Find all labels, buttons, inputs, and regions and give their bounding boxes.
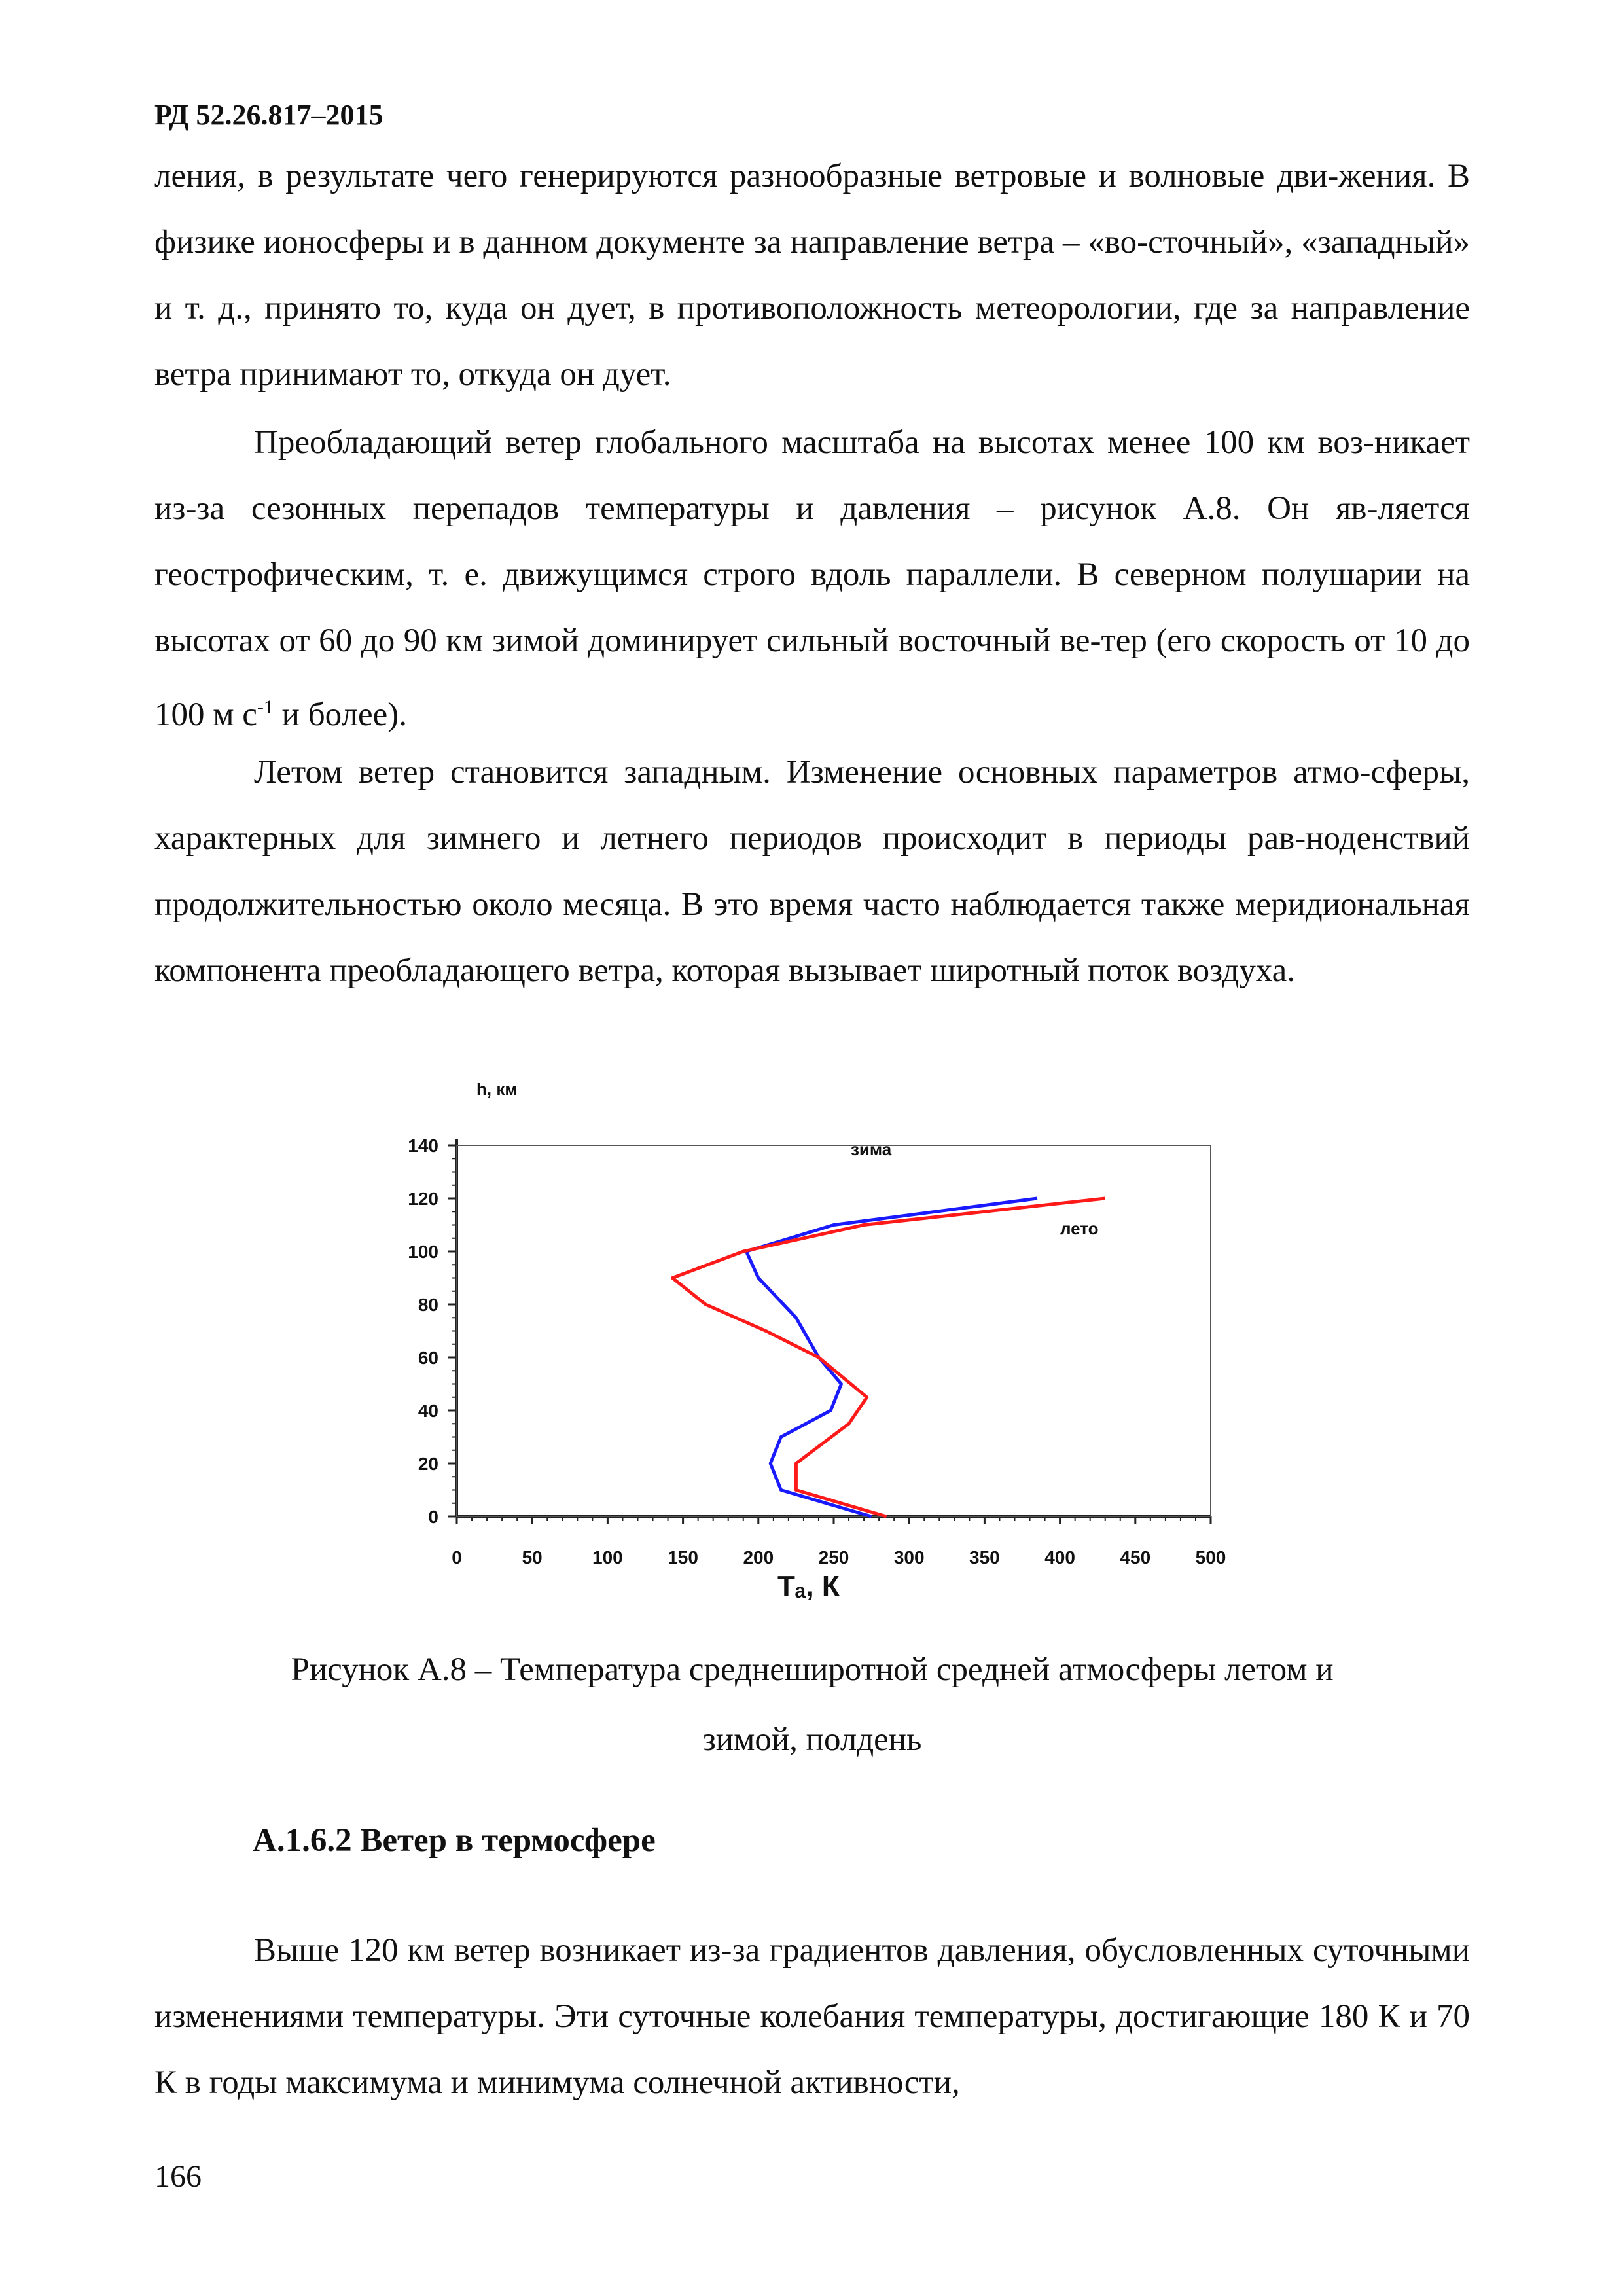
x-tick-label: 450 bbox=[1120, 1547, 1151, 1568]
figure-a8-chart bbox=[373, 1070, 1250, 1613]
x-tick-label: 400 bbox=[1044, 1547, 1075, 1568]
x-tick-label: 150 bbox=[668, 1547, 698, 1568]
temperature-profile-chart bbox=[373, 1070, 1250, 1613]
y-tick-label: 0 bbox=[428, 1507, 438, 1527]
y-tick-label: 140 bbox=[408, 1136, 438, 1156]
figure-caption-line-1: Рисунок А.8 – Температура среднеширотной средней атмосферы летом и bbox=[291, 1651, 1334, 1688]
paragraph-2-text: Преобладающий ветер глобального масштаба на высотах менее 100 км воз-никает из-за сезонных перепадов температуры и давления – рисунок А.8. Он яв-ляется геострофическим, т. е. движущимся строго вдоль параллели. В северном полушарии на высотах от 60 до 90 км зимой доминирует сильный восточный ве-тер (его скорость от 10 до 100 м с bbox=[154, 424, 1470, 733]
series-line-winter bbox=[746, 1198, 1037, 1516]
paragraph-4: Выше 120 км ветер возникает из-за градиентов давления, обусловленных суточными изменениями температуры. Эти суточные колебания температуры, достигающие 180 К и 70 К в годы максимума и минимума солнечной активности, bbox=[154, 1932, 1470, 2101]
paragraph-3: Летом ветер становится западным. Изменение основных параметров атмо-сферы, характерных для зимнего и летнего периодов происходит в периоды рав-ноденствий продолжительностью около месяца. В это время часто наблюдается также меридиональная компонента преобладающего ветра, которая вызывает широтный поток воздуха. bbox=[154, 754, 1470, 989]
y-tick-label: 20 bbox=[418, 1454, 438, 1474]
x-tick-label: 0 bbox=[452, 1547, 462, 1568]
x-tick-label: 500 bbox=[1195, 1547, 1226, 1568]
y-tick-label: 120 bbox=[408, 1189, 438, 1209]
y-axis-label: h, км bbox=[476, 1079, 518, 1099]
figure-caption-line-2: зимой, полдень bbox=[702, 1721, 922, 1758]
x-tick-label: 50 bbox=[522, 1547, 543, 1568]
x-tick-label: 100 bbox=[592, 1547, 623, 1568]
paragraph-2-tail: и более). bbox=[273, 696, 407, 733]
paragraph-2 bbox=[154, 410, 1470, 748]
legend-winter: зима bbox=[851, 1139, 892, 1159]
section-heading: А.1.6.2 Ветер в термосфере bbox=[253, 1822, 656, 1859]
legend-summer: лето bbox=[1060, 1219, 1099, 1238]
superscript-minus-one: -1 bbox=[257, 696, 274, 718]
figure-caption bbox=[154, 1635, 1470, 1775]
paragraph-1: ления, в результате чего генерируются разнообразные ветровые и волновые дви-жения. В физике ионосферы и в данном документе за направление ветра – «во-сточный», «западный» и т. д., принято то, куда он дует, в противоположность метеорологии, где за направление ветра принимают то, откуда он дует. bbox=[154, 158, 1470, 393]
x-tick-label: 350 bbox=[969, 1547, 1000, 1568]
y-tick-label: 40 bbox=[418, 1401, 438, 1421]
page-number: 166 bbox=[154, 2159, 202, 2194]
series-line-summer bbox=[673, 1198, 1105, 1516]
y-tick-label: 100 bbox=[408, 1242, 438, 1262]
document-header: РД 52.26.817–2015 bbox=[154, 99, 383, 131]
x-tick-label: 250 bbox=[818, 1547, 849, 1568]
y-tick-label: 60 bbox=[418, 1348, 438, 1368]
x-tick-label: 200 bbox=[743, 1547, 774, 1568]
plot-frame bbox=[457, 1145, 1211, 1516]
x-axis-label: Tₐ, К bbox=[777, 1570, 840, 1602]
x-tick-label: 300 bbox=[893, 1547, 925, 1568]
y-tick-label: 80 bbox=[418, 1295, 438, 1315]
